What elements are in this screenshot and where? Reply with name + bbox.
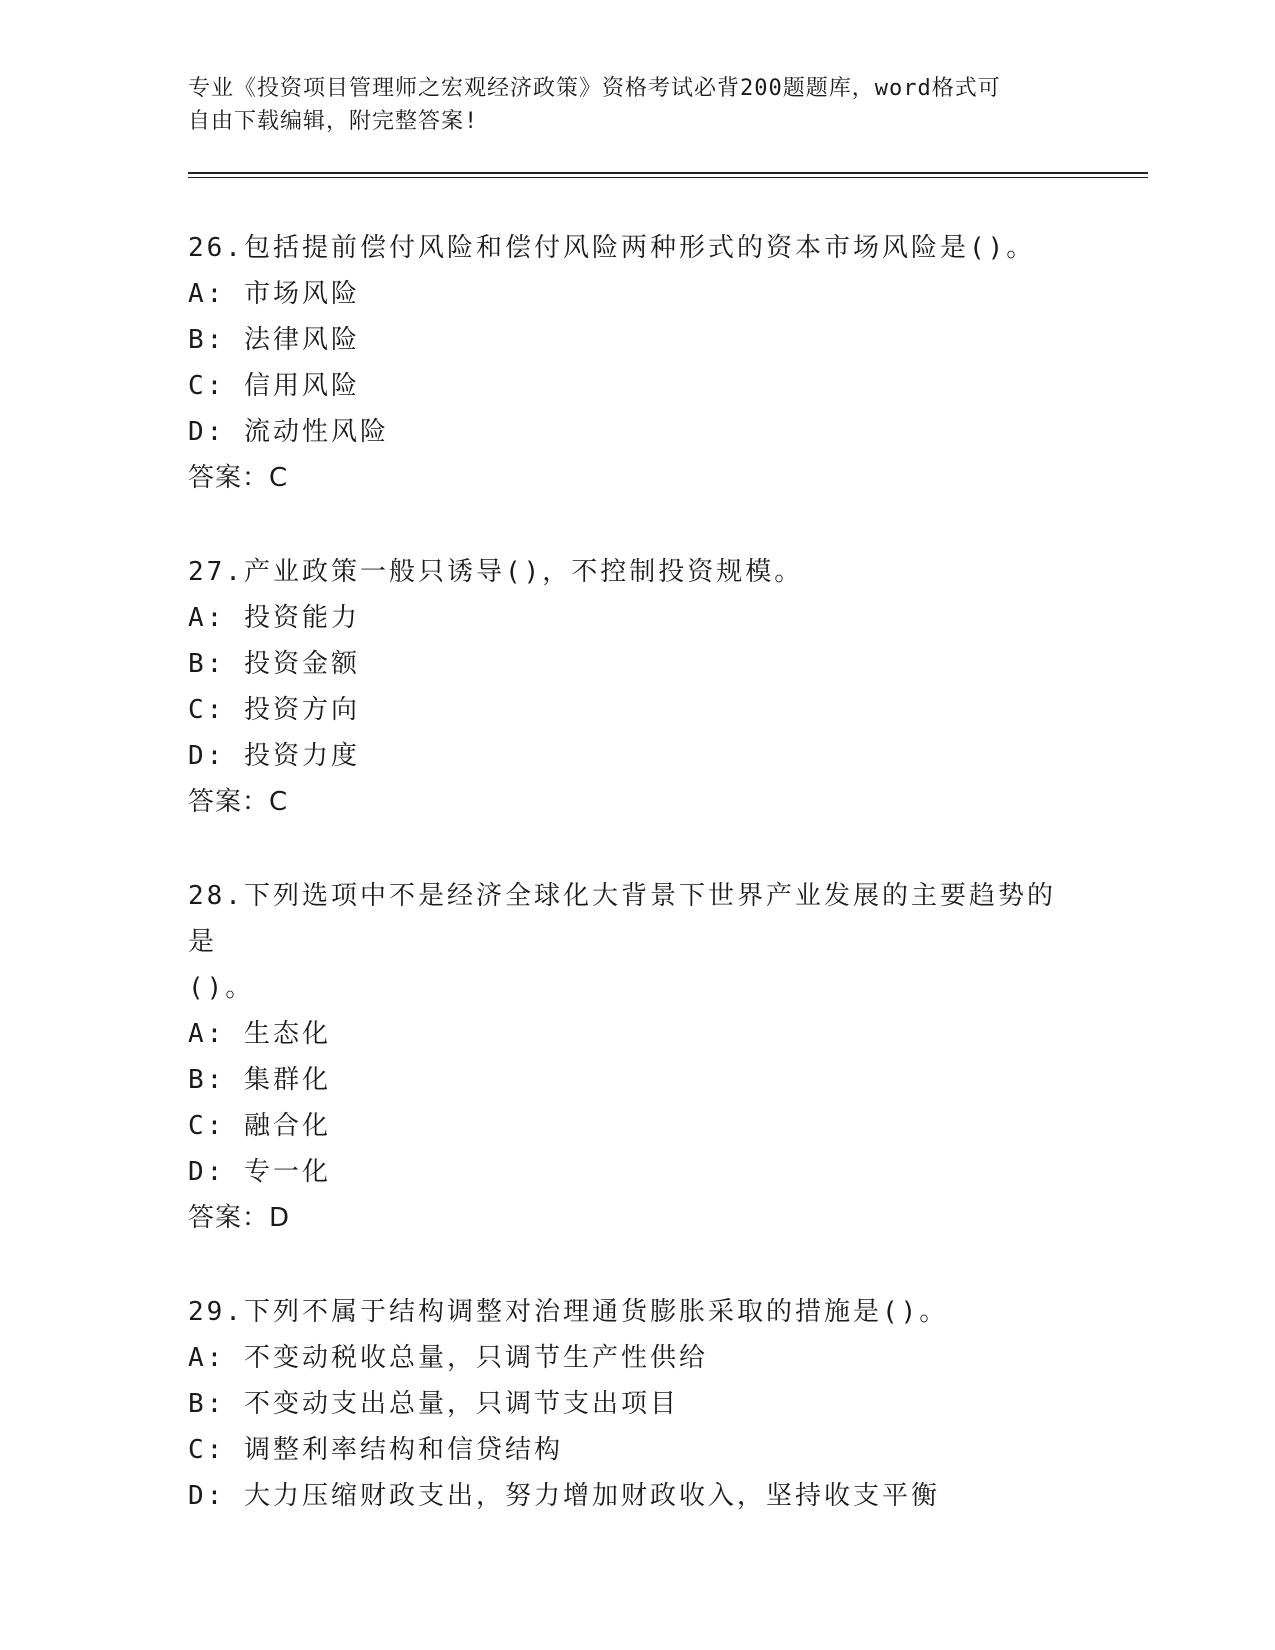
option-b: B: 不变动支出总量，只调节支出项目 — [188, 1389, 679, 1419]
option-d: D: 流动性风险 — [188, 417, 389, 447]
option-a: A: 不变动税收总量，只调节生产性供给 — [188, 1343, 708, 1373]
document-header — [188, 72, 1148, 138]
option-c: C: 融合化 — [188, 1111, 331, 1141]
header-line-2: 自由下载编辑，附完整答案! — [188, 109, 479, 134]
option-d: D: 专一化 — [188, 1157, 331, 1187]
answer: 答案：C — [188, 787, 289, 817]
question-stem: 29.下列不属于结构调整对治理通货膨胀采取的措施是()。 — [188, 1297, 949, 1327]
option-b: B: 法律风险 — [188, 325, 360, 355]
question-29 — [188, 1289, 1148, 1519]
question-stem: 27.产业政策一般只诱导()，不控制投资规模。 — [188, 557, 804, 587]
question-26 — [188, 225, 1148, 501]
question-stem: 26.包括提前偿付风险和偿付风险两种形式的资本市场风险是()。 — [188, 233, 1036, 263]
option-c: C: 信用风险 — [188, 371, 360, 401]
question-27 — [188, 549, 1148, 825]
question-stem: 28.下列选项中不是经济全球化大背景下世界产业发展的主要趋势的是 — [188, 881, 1056, 957]
header-line-1: 专业《投资项目管理师之宏观经济政策》资格考试必背200题题库，word格式可 — [188, 76, 1001, 101]
option-b: B: 投资金额 — [188, 649, 360, 679]
question-list — [188, 225, 1148, 1519]
option-b: B: 集群化 — [188, 1065, 331, 1095]
document-page — [188, 72, 1148, 1567]
option-a: A: 生态化 — [188, 1019, 331, 1049]
header-divider — [188, 172, 1148, 178]
option-a: A: 市场风险 — [188, 279, 360, 309]
option-d: D: 投资力度 — [188, 741, 360, 771]
option-c: C: 投资方向 — [188, 695, 360, 725]
option-d: D: 大力压缩财政支出，努力增加财政收入，坚持收支平衡 — [188, 1481, 940, 1511]
option-c: C: 调整利率结构和信贷结构 — [188, 1435, 563, 1465]
answer: 答案：D — [188, 1203, 291, 1233]
question-28 — [188, 873, 1148, 1241]
question-stem-continued: ()。 — [188, 973, 255, 1003]
answer: 答案：C — [188, 463, 289, 493]
option-a: A: 投资能力 — [188, 603, 360, 633]
